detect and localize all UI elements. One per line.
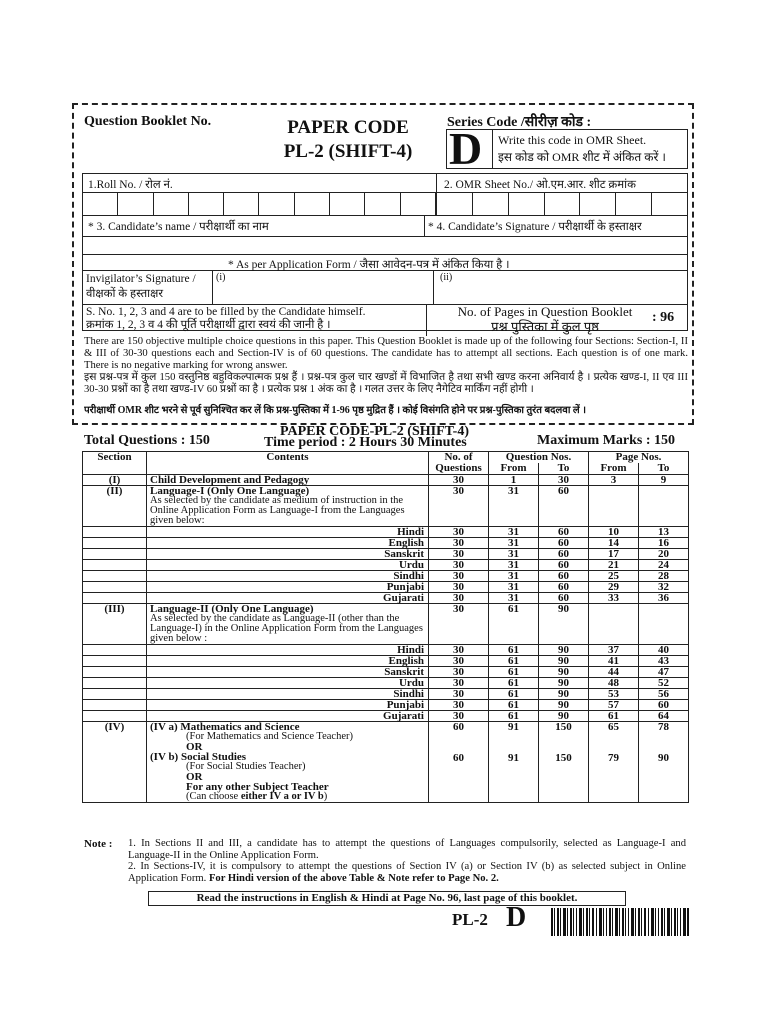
th-noq: No. of Questions (429, 452, 489, 475)
omr-no-label: 2. OMR Sheet No./ ओ.एम.आर. शीट क्रमांक (444, 179, 636, 191)
read-instructions-box: Read the instructions in English & Hindi at Page No. 96, last page of this booklet. (148, 891, 626, 906)
time-period: Time period : 2 Hours 30 Minutes (264, 435, 467, 450)
invigilator-label-hi: वीक्षकों के हस्ताक्षर (86, 288, 164, 300)
th-section: Section (83, 452, 147, 475)
table-row: English 30 61 90 41 43 (83, 656, 689, 667)
paper-code-summary: PAPER CODE-PL-2 (SHIFT-4) (280, 424, 469, 439)
pages-count-hi: प्रश्न पुस्तिका में कुल पृष्ठ (491, 319, 599, 334)
table-row: English 30 31 60 14 16 (83, 538, 689, 549)
roll-no-label: 1.Roll No. / रोल नं. (88, 179, 173, 191)
candidate-name-field[interactable] (82, 237, 688, 254)
table-row: (II) Language-I (Only One Language) As selected by the candidate as medium of instruction in the Online Application Form as Language-I from the Languages given below: 30 31 60 (83, 486, 689, 527)
table-row: Sindhi 30 31 60 25 28 (83, 571, 689, 582)
total-questions: Total Questions : 150 (84, 433, 210, 448)
as-per-form-note: * As per Application Form / जैसा आवेदन-पत्र में अंकित किया है । (228, 259, 510, 271)
table-row: (III) Language-II (Only One Language) As selected by the candidate as Language-II (other than the Language-I) in the Online Application Form from the Languages given below : 30 61 90 (83, 604, 689, 645)
paper-code-title (278, 116, 418, 164)
table-row: Hindi 30 31 60 10 13 (83, 527, 689, 538)
fill-instructions-en: S. No. 1, 2, 3 and 4 are to be filled by the Candidate himself. (86, 306, 366, 318)
table-row: Gujarati 30 61 90 61 64 (83, 711, 689, 722)
omr-check-note: परीक्षार्थी OMR शीट भरने से पूर्व सुनिश्चित कर लें कि प्रश्न-पुस्तिका में 1-96 पृष्ठ मुद्रित हैं । कोई विसंगति होने पर प्रश्न-पुस्तिका तुरंत बदलवा लें । (84, 405, 586, 416)
th-question-nos: Question Nos. (489, 452, 589, 464)
footer-series-letter: D (506, 902, 527, 933)
th-q-from: From (489, 463, 539, 475)
series-letter: D (449, 123, 483, 174)
note-2: 2. In Sections-IV, it is compulsory to attempt the questions of Section IV (a) or Section IV (b) as selected subject in Online Application Form. For Hindi version of the above Table & Note refer to Page No. 2. (128, 861, 686, 884)
series-divider (492, 129, 493, 169)
omr-no-boxes[interactable] (436, 193, 688, 215)
barcode-icon (551, 908, 689, 936)
note-1: 1. In Sections II and III, a candidate has to attempt the questions of Languages compulsorily, selected as Language-I and Language-II in the Online Application Form. (128, 838, 686, 861)
invigilator-signature-label (86, 272, 196, 302)
table-row: Gujarati 30 31 60 33 36 (83, 593, 689, 604)
roll-no-boxes[interactable] (82, 193, 436, 215)
table-row: Punjabi 30 31 60 29 32 (83, 582, 689, 593)
series-note-en: Write this code in OMR Sheet. (498, 133, 647, 147)
th-p-to: To (639, 463, 689, 475)
candidate-signature-label: * 4. Candidate’s Signature / परीक्षार्थी के हस्ताक्षर (428, 221, 642, 233)
invigilator-label-en: Invigilator’s Signature / (86, 273, 196, 285)
fill-instructions-hi: क्रमांक 1, 2, 3 व 4 की पूर्ति परीक्षार्थी द्वारा स्वयं की जानी है । (86, 319, 331, 331)
table-row: Punjabi 30 61 90 57 60 (83, 700, 689, 711)
paper-code-line1: PAPER CODE (287, 117, 409, 138)
invigilator-i: (i) (216, 272, 226, 283)
intro-en: There are 150 objective multiple choice questions in this paper. This Question Booklet is made up of the following four Sections: Section-I, II & III of 30-30 questions each and Section-IV is of 60 questions. The candidate has to attempt all sections. Each question is of one mark. There is no negative marking for wrong answer. (84, 336, 688, 371)
table-header-row-1 (83, 452, 689, 464)
invigilator-ii: (ii) (440, 272, 453, 283)
paper-code-line2: PL-2 (SHIFT-4) (283, 141, 413, 162)
th-contents: Contents (147, 452, 429, 475)
table-row: Sanskrit 30 31 60 17 20 (83, 549, 689, 560)
table-row: Urdu 30 31 60 21 24 (83, 560, 689, 571)
pages-count-en: No. of Pages in Question Booklet (457, 304, 633, 319)
pages-count-label (440, 304, 650, 334)
question-booklet-label: Question Booklet No. (84, 114, 212, 129)
th-p-from: From (589, 463, 639, 475)
table-row: Sanskrit 30 61 90 44 47 (83, 667, 689, 678)
intro-text (84, 336, 688, 396)
series-note (498, 132, 666, 166)
series-note-hi: इस कोड को OMR शीट में अंकित करें । (498, 150, 666, 164)
table-row: (IV) (IV a) Mathematics and Science (For Mathematics and Science Teacher) OR (IV b) Social Studies (For Social Studies Teacher) OR For any other Subject Teacher (Can choose either IV a or IV b) 60 60 91 91 150 150 65 79 78 90 (83, 722, 689, 803)
table-row: Hindi 30 61 90 37 40 (83, 645, 689, 656)
table-row: Sindhi 30 61 90 53 56 (83, 689, 689, 700)
candidate-name-label: * 3. Candidate’s name / परीक्षार्थी का नाम (88, 221, 269, 233)
table-row: (I) Child Development and Pedagogy 30 1 30 3 9 (83, 475, 689, 486)
th-q-to: To (539, 463, 589, 475)
series-code-label: Series Code /सीरीज़ कोड : (447, 115, 592, 130)
footer-paper-code: PL-2 (452, 910, 488, 929)
note-label: Note : (84, 838, 113, 850)
maximum-marks: Maximum Marks : 150 (537, 433, 676, 448)
notes (128, 838, 686, 884)
th-page-nos: Page Nos. (589, 452, 689, 464)
table-row: Urdu 30 61 90 48 52 (83, 678, 689, 689)
pages-count-value: : 96 (652, 310, 675, 325)
sections-table (82, 451, 689, 803)
fill-instructions (86, 306, 365, 332)
intro-hi: इस प्रश्न-पत्र में कुल 150 वस्तुनिष्ठ बहुविकल्पात्मक प्रश्न हैं । प्रश्न-पत्र कुल चार खण्डों में विभाजित है तथा सभी खण्ड करना अनिवार्य है । प्रत्येक खण्ड-I, II एव III 30-30 प्रश्नों का है तथा खण्ड-IV 60 प्रश्नों का है । प्रत्येक प्रश्न 1 अंक का है । गलत उत्तर के लिए नैगेटिव मार्किंग नहीं होगी । (84, 372, 688, 395)
